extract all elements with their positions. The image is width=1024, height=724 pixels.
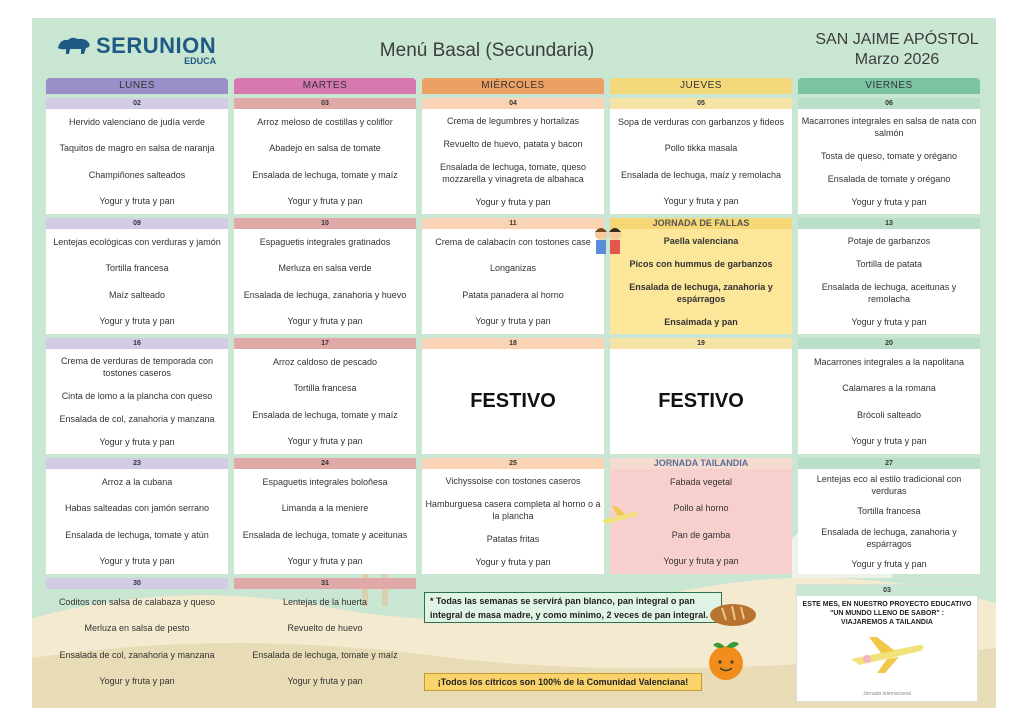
dish-item: Pollo al horno <box>673 503 729 514</box>
dish-list <box>422 109 604 214</box>
dish-item: Yogur y fruta y pan <box>663 555 739 566</box>
day-cell <box>798 338 980 454</box>
dish-item: Ensalada de lechuga, zanahoria y huevo <box>243 289 407 300</box>
dish-item: Crema de verduras de temporada con tostones caseros <box>60 355 214 378</box>
dish-item: Cinta de lomo a la plancha con queso <box>61 390 213 401</box>
day-number: 20 <box>798 338 980 349</box>
dish-item: Macarrones integrales a la napolitana <box>813 357 965 368</box>
dish-list <box>234 589 416 694</box>
dish-item: Revuelto de huevo, patata y bacon <box>443 138 583 149</box>
dish-item: Yogur y fruta y pan <box>851 558 927 569</box>
dish-item: Picos con hummus de garbanzos <box>629 258 773 269</box>
day-cell <box>234 218 416 334</box>
dish-item: Crema de legumbres y hortalizas <box>446 115 580 126</box>
orange-icon <box>704 638 748 682</box>
dish-item: Arroz a la cubana <box>101 477 173 488</box>
day-cell <box>610 218 792 334</box>
dish-list <box>46 229 228 334</box>
dish-item: Longanizas <box>489 263 537 274</box>
dish-item: Ensalada de tomate y orégano <box>827 174 951 185</box>
dish-item: Ensalada de lechuga, zanahoria y espárragos <box>629 282 773 305</box>
dish-item: Yogur y fruta y pan <box>99 315 175 326</box>
day-number: 17 <box>234 338 416 349</box>
dish-item: Yogur y fruta y pan <box>287 555 363 566</box>
dish-item: Ensalada de lechuga, maíz y remolacha <box>620 169 782 180</box>
dish-item: Ensalada de lechuga, zanahoria y espárragos <box>821 526 957 549</box>
dish-list <box>46 349 228 454</box>
dish-list <box>234 229 416 334</box>
dish-item: Ensalada de lechuga, tomate y maíz <box>252 409 398 420</box>
day-cell <box>798 98 980 214</box>
dish-item: Revuelto de huevo <box>287 623 363 634</box>
day-number: 18 <box>422 338 604 349</box>
day-number: 19 <box>610 338 792 349</box>
dish-list <box>610 229 792 334</box>
dish-item: Pan de gamba <box>671 529 731 540</box>
bull-icon <box>56 34 92 56</box>
day-header-miercoles: MIÉRCOLES <box>422 78 604 94</box>
day-number: 13 <box>798 218 980 229</box>
project-text <box>797 600 977 627</box>
day-cell <box>234 98 416 214</box>
airplane-icon <box>847 635 927 675</box>
dish-item: Paella valenciana <box>663 235 739 246</box>
dish-item: Lentejas ecológicas con verduras y jamón <box>53 237 221 248</box>
day-cell <box>46 578 228 694</box>
day-number: 03 <box>234 98 416 109</box>
dish-item: Hamburguesa casera completa al horno o a la plancha <box>425 498 601 521</box>
dish-item: Yogur y fruta y pan <box>287 315 363 326</box>
dish-item: Tortilla de patata <box>855 258 923 269</box>
day-cell <box>610 338 792 454</box>
dish-item: Patata panadera al horno <box>462 289 564 300</box>
day-cell <box>46 218 228 334</box>
festivo-label: FESTIVO <box>470 390 556 412</box>
day-number: 25 <box>422 458 604 469</box>
dish-item: Brócoli salteado <box>856 409 922 420</box>
dish-list <box>798 229 980 334</box>
day-cell <box>234 338 416 454</box>
dish-list <box>422 469 604 574</box>
day-header-lunes: LUNES <box>46 78 228 94</box>
dish-list <box>46 109 228 214</box>
dish-item: Champiñones salteados <box>88 169 186 180</box>
dish-item: Espaguetis integrales boloñesa <box>262 477 388 488</box>
dish-item: Yogur y fruta y pan <box>287 675 363 686</box>
day-number: 23 <box>46 458 228 469</box>
dish-list <box>46 469 228 574</box>
day-cell <box>234 578 416 694</box>
dish-list <box>798 109 980 214</box>
dish-item: Calamares a la romana <box>842 383 936 394</box>
dish-item: Yogur y fruta y pan <box>851 197 927 208</box>
day-cell <box>610 98 792 214</box>
brand-name: SERUNION <box>96 33 217 58</box>
bread-note: * Todas las semanas se servirá pan blanco, pan integral o pan integral de masa madre, y como mínimo, 2 veces de pan integral. <box>424 592 722 623</box>
day-number: 11 <box>422 218 604 229</box>
thailand-plane-icon <box>600 504 640 530</box>
dish-item: Fabada vegetal <box>669 477 733 488</box>
dish-list <box>422 229 604 334</box>
dish-item: Espaguetis integrales gratinados <box>259 237 391 248</box>
day-cell <box>422 458 604 574</box>
day-number: 30 <box>46 578 228 589</box>
project-line: "UN MUNDO LLENO DE SABOR" : <box>830 610 944 617</box>
dish-item: Ensalada de col, zanahoria y manzana <box>59 414 215 425</box>
dish-item: Arroz caldoso de pescado <box>272 357 378 368</box>
dish-list <box>234 109 416 214</box>
day-cell <box>234 458 416 574</box>
dish-item: Ensalada de lechuga, tomate, queso mozzarella y vinagreta de albahaca <box>439 162 587 185</box>
day-number: 27 <box>798 458 980 469</box>
page-title: Menú Basal (Secundaria) <box>379 40 595 61</box>
day-header-viernes: VIERNES <box>798 78 980 94</box>
dish-item: Ensalada de lechuga, aceitunas y remolacha <box>821 282 957 305</box>
jornada-label: JORNADA DE FALLAS <box>610 218 792 229</box>
dish-item: Coditos con salsa de calabaza y queso <box>58 597 216 608</box>
dish-item: Macarrones integrales en salsa de nata con salmón <box>801 115 977 138</box>
day-cell <box>422 98 604 214</box>
day-number: 06 <box>798 98 980 109</box>
dish-item: Taquitos de magro en salsa de naranja <box>59 143 215 154</box>
dish-item: Abadejo en salsa de tomate <box>269 143 381 154</box>
dish-item: Tortilla francesa <box>293 383 357 394</box>
jornada-label: JORNADA TAILANDIA <box>610 458 792 469</box>
day-cell <box>422 218 604 334</box>
dish-list <box>798 349 980 454</box>
dish-item: Lentejas eco al estilo tradicional con verduras <box>816 474 962 497</box>
dish-item: Yogur y fruta y pan <box>475 197 551 208</box>
serunion-logo <box>56 34 216 66</box>
school-info <box>802 30 992 70</box>
dish-item: Yogur y fruta y pan <box>851 317 927 328</box>
dish-item: Hervido valenciano de judía verde <box>68 117 206 128</box>
dish-list <box>46 589 228 694</box>
fallas-kids-icon <box>590 224 626 256</box>
project-line: ESTE MES, EN NUESTRO PROYECTO EDUCATIVO <box>802 601 972 608</box>
dish-item: Ensalada de lechuga, tomate y maíz <box>252 169 398 180</box>
project-line: VIAJAREMOS A TAILANDIA <box>841 619 933 626</box>
day-number: 31 <box>234 578 416 589</box>
dish-item: Ensalada de lechuga, tomate y maíz <box>252 649 398 660</box>
project-panel <box>796 584 978 702</box>
day-number: 03 <box>797 585 977 596</box>
dish-list <box>610 109 792 214</box>
dish-item: Yogur y fruta y pan <box>287 435 363 446</box>
dish-item: Yogur y fruta y pan <box>99 555 175 566</box>
day-number: 04 <box>422 98 604 109</box>
dish-item: Yogur y fruta y pan <box>475 315 551 326</box>
citrus-banner: ¡Todos los cítricos son 100% de la Comunidad Valenciana! <box>424 673 702 691</box>
dish-item: Arroz meloso de costillas y coliflor <box>257 117 393 128</box>
festivo-label: FESTIVO <box>658 390 744 412</box>
dish-item: Yogur y fruta y pan <box>851 435 927 446</box>
dish-item: Maíz salteado <box>108 289 166 300</box>
day-number: 02 <box>46 98 228 109</box>
day-header-jueves: JUEVES <box>610 78 792 94</box>
day-cell <box>798 458 980 574</box>
day-number: 09 <box>46 218 228 229</box>
day-number: 16 <box>46 338 228 349</box>
dish-item: Pollo tikka masala <box>664 143 738 154</box>
dish-item: Potaje de garbanzos <box>847 235 931 246</box>
day-cell <box>46 458 228 574</box>
dish-item: Yogur y fruta y pan <box>663 195 739 206</box>
dish-item: Ensalada de lechuga, tomate y aceitunas <box>242 529 408 540</box>
menu-sheet <box>32 18 996 708</box>
day-number: 05 <box>610 98 792 109</box>
dish-item: Tortilla francesa <box>105 263 169 274</box>
dish-item: Ensalada de col, zanahoria y manzana <box>59 649 215 660</box>
dish-list <box>234 469 416 574</box>
dish-item: Patatas fritas <box>486 534 540 545</box>
dish-item: Ensaimada y pan <box>664 317 738 328</box>
dish-item: Habas salteadas con jamón serrano <box>64 503 210 514</box>
dish-item: Merluza en salsa de pesto <box>84 623 190 634</box>
brand-sub: EDUCA <box>184 56 217 66</box>
dish-item: Limanda a la meniere <box>281 503 369 514</box>
day-header-martes: MARTES <box>234 78 416 94</box>
dish-item: Yogur y fruta y pan <box>99 675 175 686</box>
month-label: Marzo 2026 <box>854 51 940 68</box>
dish-item: Tortilla francesa <box>857 506 921 517</box>
dish-item: Yogur y fruta y pan <box>99 437 175 448</box>
bread-icon <box>708 598 758 628</box>
dish-item: Yogur y fruta y pan <box>475 557 551 568</box>
day-cell <box>46 98 228 214</box>
dish-list <box>798 469 980 574</box>
dish-item: Yogur y fruta y pan <box>99 195 175 206</box>
dish-item: Sopa de verduras con garbanzos y fideos <box>617 117 785 128</box>
dish-item: Yogur y fruta y pan <box>287 195 363 206</box>
school-name: SAN JAIME APÓSTOL <box>815 31 979 48</box>
dish-item: Lentejas de la huerta <box>282 597 368 608</box>
dish-item: Merluza en salsa verde <box>278 263 372 274</box>
day-cell <box>798 218 980 334</box>
dish-item: Crema de calabacín con tostones case <box>435 237 591 248</box>
dish-item: Tosta de queso, tomate y orégano <box>820 150 958 161</box>
day-number: 10 <box>234 218 416 229</box>
dish-item: Ensalada de lechuga, tomate y atún <box>65 529 209 540</box>
day-cell <box>46 338 228 454</box>
day-number: 24 <box>234 458 416 469</box>
dish-list <box>234 349 416 454</box>
day-cell <box>422 338 604 454</box>
dish-item: Vichyssoise con tostones caseros <box>445 475 581 486</box>
project-footer: Jornada internacional <box>863 691 911 697</box>
